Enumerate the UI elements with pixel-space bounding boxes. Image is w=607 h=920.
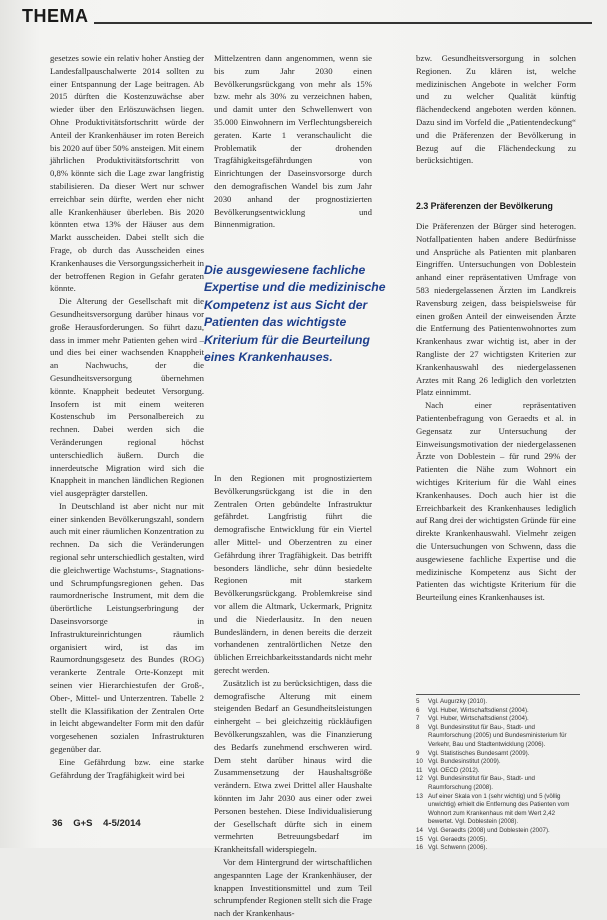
page-footer bbox=[52, 818, 149, 829]
column-middle-lower bbox=[214, 472, 372, 920]
footnote-text: Vgl. Statistisches Bundesamt (2009). bbox=[428, 749, 530, 757]
journal-name: G+S bbox=[73, 818, 93, 829]
footnote-number: 13 bbox=[416, 792, 423, 800]
footnote-text: Vgl. Huber, Wirtschaftsdienst (2004). bbox=[428, 706, 529, 714]
paragraph: Nach einer repräsentativen Patientenbefragung von Geraedts et al. in Gegensatz zur Untersuchung der Einweisungsmotivation der niedergelassenen Ärzte von Doblestein – für rund 29% der Patienten die Nähe zum Wohnort ein wichtiges Kriterium für die Wahl eines Krankenhauses. Doch auch hier ist die Erreichbarkeit des Krankenhauses lediglich auf Rang drei der wichtigsten Gründe für eine direkte Krankenhauswahl. Vielmehr zeigen die Untersuchungen von Schwenn, dass die ausgewiesene fachliche Expertise und die medizinische Kompetenz aus Sicht der Patienten das wichtigste Kriterium für die Beurteilung eines Krankenhauses ist. bbox=[416, 400, 576, 603]
footnote bbox=[416, 836, 580, 845]
footnote-number: 12 bbox=[416, 775, 423, 783]
footnote-number: 10 bbox=[416, 758, 423, 766]
footnote bbox=[416, 715, 580, 724]
header-rule bbox=[94, 22, 592, 24]
pull-quote bbox=[204, 262, 390, 366]
footnote-number: 6 bbox=[416, 706, 420, 714]
footnote bbox=[416, 724, 580, 750]
footnote-text: Vgl. Geraedts (2008) und Doblestein (2007). bbox=[428, 826, 550, 834]
footnote-text: Vgl. Augurzky (2010). bbox=[428, 698, 488, 705]
paragraph: Eine Gefährdung bzw. eine starke Gefährdung der Tragfähigkeit wird bei bbox=[50, 756, 204, 780]
footnote-number: 11 bbox=[416, 766, 423, 774]
footnote-text: Vgl. Schwenn (2006). bbox=[428, 844, 488, 852]
column-middle bbox=[214, 52, 372, 919]
footnote-number: 8 bbox=[416, 723, 420, 731]
footnote bbox=[416, 775, 580, 792]
footnote-text: Vgl. Bundesinstitut (2009). bbox=[428, 758, 501, 766]
paragraph: In den Regionen mit prognostiziertem Bevölkerungsrückgang ist die in den Zentralen Orten gebündelte Infrastruktur gefährdet. Langfristig führt die demografische Entwicklung für ein Viertel aller Mittel- und Oberzentren zu einer Gefährdung ihrer Tragfähigkeit. Das betrifft besonders ländliche, sehr dünn besiedelte Regionen mit starkem Bevölkerungsrückgang. Problemkreise sind vor allem die Altmark, Uckermark, Prignitz und die Niederlausitz. In den neuen Bundesländern, in denen bereits die derzeit vorhandenen zentralörtlichen Netze den üblichen Erreichbarkeitsstandards nicht mehr gerecht werden. bbox=[214, 473, 372, 675]
section-heading: 2.3 Präferenzen der Bevölkerung bbox=[416, 201, 553, 211]
pull-quote-line: Kompetenz ist aus Sicht der bbox=[204, 297, 368, 312]
pull-quote-line: Kriterium für die Beurteilung bbox=[204, 332, 370, 347]
paragraph: In Deutschland ist aber nicht nur mit einer sinkenden Bevölkerungszahl, sondern auch mit einer räumlichen Konzentration zu rechnen. Da sich die Veränderungen regional sehr unterschiedlich gestalten, wird die gleichwertige Wachstums-, Stagnations- und Schrumpfungsregionen gehen. Das raumordnerische Instrument, mit dem die überörtliche Leistungserbringung der Daseinsvorsorge in Infrastruktureinrichtungen räumlich organisiert wird, ist das im Raumordnungsgesetz des Bundes (ROG) verankerte Zentrale Orte-Konzept mit seinen vier Hierarchiestufen der Groß-, Ober-, Mittel- und Unterzentren. Tabelle 2 stellt die Klassifikation der Zentralen Orte in leicht abgewandelter Form mit den dafür vorgesehenen sozialen Infrastrukturen gegenüber dar. bbox=[50, 500, 204, 755]
paragraph: Mittelzentren dann angenommen, wenn sie bis zum Jahr 2030 einen Bevölkerungsrückgang von mehr als 15% bzw. mehr als 30% zu verzeichnen haben, und damit unter den Schwellenwert von 35.000 Einwohnern im Verflechtungsbereich geraten. Karte 1 veranschaulicht die Problematik der drohenden Tragfähigkeitsgefährdungen von Einrichtungen der Daseinsvorsorge durch den demografischen Wandel bis zum Jahr 2030 anhand der prognostizierten Bevölkerungsentwicklung und Binnenmigration. bbox=[214, 53, 372, 230]
footnote-text: Vgl. Geraedts (2005). bbox=[428, 835, 488, 843]
footnotes bbox=[416, 694, 580, 853]
footnote bbox=[416, 844, 580, 853]
footnote-number: 7 bbox=[416, 715, 420, 723]
pull-quote-line: Die ausgewiesene fachliche bbox=[204, 263, 366, 277]
page-header bbox=[22, 6, 592, 36]
pull-quote-line: eines Krankenhauses. bbox=[204, 350, 333, 365]
column-left bbox=[50, 52, 204, 817]
paragraph: Die Alterung der Gesellschaft mit die Gesundheitsversorgung darüber hinaus vor große Herausforderungen. So führt dazu, dass in immer mehr Patienten gehen wird – und dies bei einer wachsenden Knappheit an Nachwuchs, der die Gesundheitsversorgung übernehmen könnte. Knappheit bedeutet Versorgung. Insofern ist mit einem weiteren Kostenschub im Personalbereich zu rechnen. Dabei werden sich die Veränderungen regional höchst unterschiedlich äußern. Durch die innerdeutsche Migration wird sich die Knappheit in manchen ländlichen Regionen viel ausgeprägter darstellen. bbox=[50, 296, 204, 499]
footnote-number: 14 bbox=[416, 826, 423, 834]
footnote-number: 5 bbox=[416, 698, 420, 705]
pull-quote-line: Expertise und die medizinische bbox=[204, 280, 386, 295]
paragraph: Zusätzlich ist zu berücksichtigen, dass die demografische Alterung mit einem steigenden Bedarf an Gesundheitsleistungen einhergeht – bei gleichzeitig rückläufigen Bevölkerungszahlen, was die Finanzierung des Bedarfs zunehmend erschweren wird. Dem steht darüber hinaus wird die Zusammensetzung der Haushaltsgröße verändern. Etwa zwei Drittel aller Haushalte könnten im Jahr 2030 aus einer oder zwei Personen bestehen. Diese Individualisierung der Gesellschaft dürfte sich in einem vermehrten Betreuungsbedarf im Krankheitsfall widerspiegeln. bbox=[214, 677, 372, 855]
footnote-number: 15 bbox=[416, 835, 423, 843]
column-right-lower bbox=[416, 220, 576, 604]
footnote bbox=[416, 758, 580, 767]
footnote bbox=[416, 827, 580, 836]
footnote bbox=[416, 767, 580, 776]
footnote-number: 16 bbox=[416, 844, 423, 852]
paragraph: gesetzes sowie ein relativ hoher Anstieg der Landesfallpauschalwerte 2014 sollten zu einer Entspannung der Lage beitragen. Ab 2015 dürften die Kostenzuwächse aber wieder über den Erlöszuwächsen liegen. Ohne Produktivitätsfortschritt würde der Anteil der Krankenhäuser im roten Bereich bis 2020 auf über 50% ansteigen. Mit einem jährlichen Produktivitätsfortschritt von 0,8% könnte sich die Lage zwar langfristig stabilisieren. Da dieser Wert nur schwer erreichbar sein dürfte, werden eher nicht alle Krankenhäuser überleben. Bis 2020 könnten etwa 13% der Häuser aus dem Markt ausscheiden. Dabei stellt sich die Frage, ob durch das Ausscheiden eines Krankenhauses die Versorgungssicherheit in der betroffenen Region in Gefahr geraten könnte. bbox=[50, 53, 204, 294]
paragraph: Vor dem Hintergrund der wirtschaftlichen angespannten Lage der Krankenhäuser, der knappen Investitionsmittel und zum Teil schrumpfender Regionen stellt sich die Frage nach der Krankenhaus- bbox=[214, 856, 372, 919]
pull-quote-line: Patienten das wichtigste bbox=[204, 315, 347, 330]
footnote-text: Vgl. Bundesinstitut für Bau-, Stadt- und Raumforschung (2005) und Bundesministerium für Verkehr, Bau und Stadtentwicklung (2006). bbox=[428, 723, 567, 748]
page-number: 36 bbox=[52, 818, 63, 829]
footnote-number: 9 bbox=[416, 749, 420, 757]
footnote-text: Vgl. Huber, Wirtschaftsdienst (2004). bbox=[428, 715, 529, 723]
paragraph: Die Präferenzen der Bürger sind heterogen. Notfallpatienten haben andere Bedürfnisse und Ansprüche als Patienten mit planbaren Eingriffen. Untersuchungen von Doblestein anhand einer repräsentativen Umfrage von 583 niedergelassenen Ärzten im Landkreis Ravensburg zeigen, dass beispielsweise für einen großen Anteil der einweisenden Ärzte die Entfernung des Patientenwohnortes zum Krankenhaus zwar wichtig ist, aber in der Rangliste der 27 wichtigsten Kriterien zur Krankenhauswahl des niedergelassenen Arztes mit Rang 26 lediglich den vorletzten Platz einnimmt. bbox=[416, 221, 576, 398]
footnote-text: Vgl. OECD (2012). bbox=[428, 766, 480, 774]
section-title: THEMA bbox=[22, 6, 89, 26]
footnote bbox=[416, 750, 580, 759]
issue-number: 4-5/2014 bbox=[103, 818, 141, 829]
footnote bbox=[416, 793, 580, 827]
paragraph: bzw. Gesundheitsversorgung in solchen Regionen. Zu klären ist, welche medizinischen Angebote in welcher Form und zu welcher Qualität künftig flächendeckend angeboten werden können. Dazu sind im Vorfeld die „Patientendeckung“ und die Präferenzen der Bevölkerung in Bezug auf die Flächendeckung zu berücksichtigen. bbox=[416, 53, 576, 166]
footnote-text: Auf einer Skala von 1 (sehr wichtig) und 5 (völlig unwichtig) erhielt die Entfernung des Patienten vom Wohnort zum Krankenhaus mit dem Wert 2,42 bewertet. Vgl. Doblestein (2008). bbox=[428, 792, 570, 826]
footnote bbox=[416, 698, 580, 707]
footnote bbox=[416, 707, 580, 716]
footnote-text: Vgl. Bundesinstitut für Bau-, Stadt- und Raumforschung (2008). bbox=[428, 775, 535, 791]
